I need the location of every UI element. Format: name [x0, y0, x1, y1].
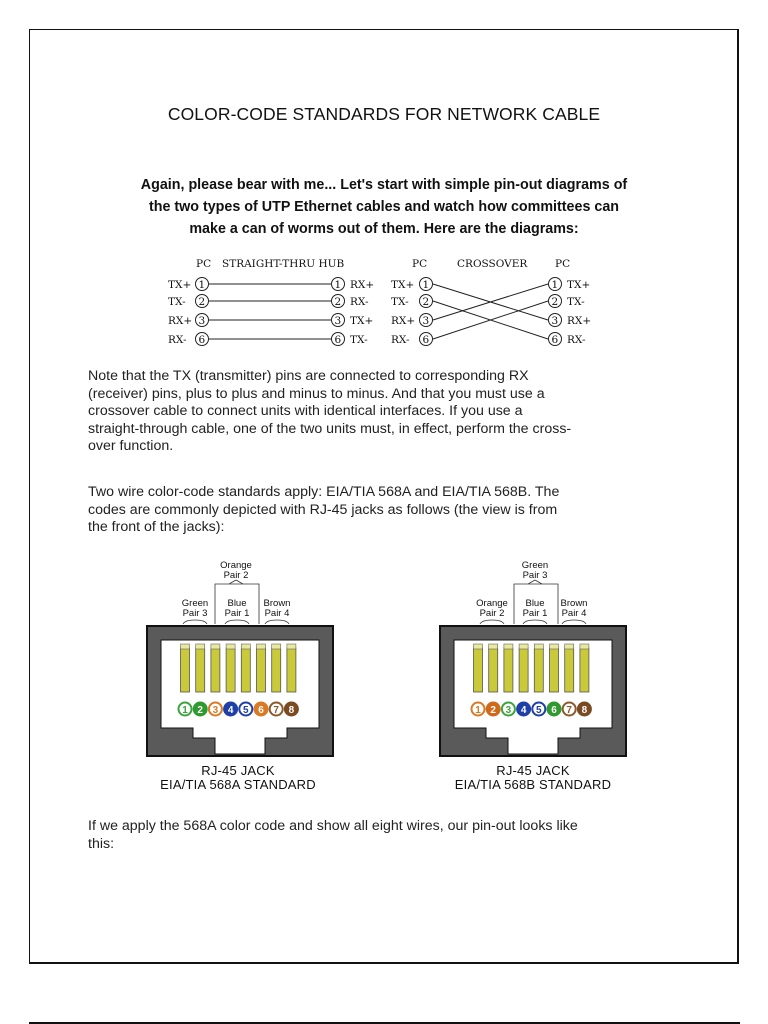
jack-contact — [504, 648, 513, 692]
pin-number: 8 — [581, 705, 588, 716]
jack-top-label: Pair 2 — [223, 570, 249, 581]
pin-number: 7 — [273, 705, 279, 716]
pin-number: 2 — [490, 705, 496, 716]
jack-contact — [241, 648, 250, 692]
pin-label: TX+ — [350, 315, 374, 327]
para-line: Note that the TX (transmitter) pins are connected to corresponding RX — [88, 368, 529, 384]
closing-paragraph — [88, 818, 688, 853]
pin-number: 6 — [422, 334, 430, 346]
jack-b-caption — [430, 764, 636, 792]
jack-contact — [474, 648, 483, 692]
jack-mid-label: Pair 1 — [522, 608, 548, 619]
jack-contact — [519, 648, 528, 692]
jack-contact — [272, 648, 281, 692]
jack-contact — [257, 648, 266, 692]
pin-number: 2 — [551, 296, 559, 308]
crossover-label: CROSSOVER — [457, 258, 528, 270]
jack-mid-label: Pair 1 — [224, 608, 250, 619]
pin-number: 2 — [197, 705, 203, 716]
jack-contact — [226, 648, 235, 692]
intro-line: make a can of worms out of them. Here are the diagrams: — [189, 221, 579, 237]
jack-contact-tip — [181, 644, 190, 649]
jack-contact — [489, 648, 498, 692]
straight-right-pins — [332, 278, 345, 347]
crossover-pc-right-label: PC — [555, 258, 571, 270]
intro-line: Again, please bear with me... Let's start with simple pin-out diagrams of — [140, 177, 628, 193]
intro-line: the two types of UTP Ethernet cables and watch how committees can — [148, 199, 620, 215]
para-line: (receiver) pins, plus to plus and minus to minus. And that you must use a — [88, 385, 545, 402]
pin-number: 8 — [288, 705, 295, 716]
jack-contact-tip — [489, 644, 498, 649]
jack-contact-tip — [474, 644, 483, 649]
para-line: codes are commonly depicted with RJ-45 jacks as follows (the view is from — [88, 501, 558, 518]
rj45-jack-568b — [438, 558, 628, 758]
jack-contact-tip — [565, 644, 574, 649]
pin-number: 2 — [198, 296, 206, 308]
pin-label: TX- — [391, 296, 409, 308]
pin-label: RX+ — [391, 315, 416, 327]
caption-line: EIA/TIA 568A STANDARD — [160, 777, 316, 792]
jack-right-label: Brown — [560, 598, 588, 609]
pin-label: RX+ — [168, 315, 193, 327]
pin-number: 2 — [422, 296, 430, 308]
pin-number: 3 — [422, 315, 430, 327]
pin-number: 4 — [227, 705, 234, 716]
pin-number: 4 — [520, 705, 527, 716]
pin-label: RX- — [391, 334, 410, 346]
pin-label: RX- — [567, 334, 586, 346]
pinout-diagram — [150, 254, 610, 354]
pin-number: 1 — [334, 279, 342, 291]
jack-contact-tip — [272, 644, 281, 649]
caption-line: EIA/TIA 568B STANDARD — [454, 777, 612, 792]
crossover-left-pins — [420, 278, 433, 347]
pin-number: 7 — [566, 705, 572, 716]
jack-right-label: Pair 4 — [561, 608, 587, 619]
pin-number: 1 — [422, 279, 430, 291]
jack-contact-tip — [504, 644, 513, 649]
pin-label: TX- — [168, 296, 186, 308]
jack-contact — [211, 648, 220, 692]
rj45-jack-568a — [145, 558, 335, 758]
jack-contact — [550, 648, 559, 692]
straight-pc-label: PC — [196, 258, 212, 270]
jack-contact-tip — [241, 644, 250, 649]
pin-number: 1 — [182, 705, 188, 716]
jack-contact — [181, 648, 190, 692]
para-line: crossover cable to connect units with identical interfaces. If you use a — [88, 403, 523, 419]
crossover-pc-left-label: PC — [412, 258, 428, 270]
straight-left-pins — [196, 278, 209, 347]
pin-label: TX+ — [168, 279, 192, 291]
pin-number: 6 — [551, 705, 557, 716]
para-line: If we apply the 568A color code and show all eight wires, our pin-out looks like — [88, 818, 578, 834]
jack-contact-tip — [257, 644, 266, 649]
caption-line: RJ-45 JACK — [496, 763, 570, 778]
jack-top-label: Orange — [220, 560, 252, 571]
jack-contact-tip — [580, 644, 589, 649]
pin-number: 3 — [551, 315, 559, 327]
jack-contact — [565, 648, 574, 692]
pin-label: RX+ — [567, 315, 592, 327]
pin-number: 1 — [475, 705, 481, 716]
pin-number: 3 — [198, 315, 206, 327]
jack-top-label: Green — [521, 560, 549, 571]
straight-thru-label: STRAIGHT-THRU HUB — [222, 258, 345, 270]
jack-top-label: Pair 3 — [522, 570, 548, 581]
jack-contact-tip — [550, 644, 559, 649]
para-line: Two wire color-code standards apply: EIA/TIA 568A and EIA/TIA 568B. The — [88, 484, 560, 500]
pin-number: 3 — [334, 315, 342, 327]
jack-contact — [196, 648, 205, 692]
jack-contact — [534, 648, 543, 692]
jack-contact-tip — [534, 644, 543, 649]
pin-number: 5 — [243, 705, 249, 716]
jack-left-label: Green — [181, 598, 209, 609]
pin-label: RX+ — [350, 279, 375, 291]
page-title: COLOR-CODE STANDARDS FOR NETWORK CABLE — [167, 104, 601, 124]
jack-mid-label: Blue — [525, 598, 545, 609]
pin-label: TX- — [567, 296, 585, 308]
jack-right-label: Pair 4 — [264, 608, 290, 619]
pin-number: 5 — [536, 705, 542, 716]
straight-wires — [209, 284, 331, 339]
pin-number: 6 — [334, 334, 342, 346]
jack-contact-tip — [287, 644, 296, 649]
jack-contact-tip — [211, 644, 220, 649]
pin-label: RX- — [350, 296, 369, 308]
jack-contact — [580, 648, 589, 692]
para-line: this: — [88, 835, 115, 852]
jack-a-caption — [135, 764, 341, 792]
intro-paragraph — [80, 174, 688, 240]
pin-number: 3 — [505, 705, 512, 716]
note-paragraph — [88, 368, 688, 456]
pin-label: TX+ — [567, 279, 591, 291]
para-line: over function. — [88, 438, 174, 454]
jack-right-label: Brown — [263, 598, 291, 609]
pin-label: RX- — [168, 334, 187, 346]
pin-number: 6 — [258, 705, 264, 716]
jack-mid-label: Blue — [227, 598, 247, 609]
jack-contact-tip — [196, 644, 205, 649]
pin-number: 6 — [198, 334, 206, 346]
caption-line: RJ-45 JACK — [201, 763, 275, 778]
para-line: the front of the jacks): — [88, 519, 225, 535]
pin-number: 3 — [212, 705, 219, 716]
pin-number: 2 — [334, 296, 342, 308]
pin-number: 1 — [198, 279, 206, 291]
pin-label: TX+ — [391, 279, 415, 291]
jack-contact-tip — [519, 644, 528, 649]
crossover-wires — [433, 284, 548, 339]
jack-left-label: Orange — [476, 598, 508, 609]
jack-contact — [287, 648, 296, 692]
para-line: straight-through cable, one of the two units must, in effect, perform the cross- — [88, 420, 572, 437]
pin-label: TX- — [350, 334, 368, 346]
standards-paragraph — [88, 484, 688, 537]
pin-number: 6 — [551, 334, 559, 346]
jack-left-label: Pair 3 — [182, 608, 208, 619]
pin-number: 1 — [551, 279, 559, 291]
jack-contact-tip — [226, 644, 235, 649]
jack-left-label: Pair 2 — [479, 608, 505, 619]
crossover-right-pins — [549, 278, 562, 347]
